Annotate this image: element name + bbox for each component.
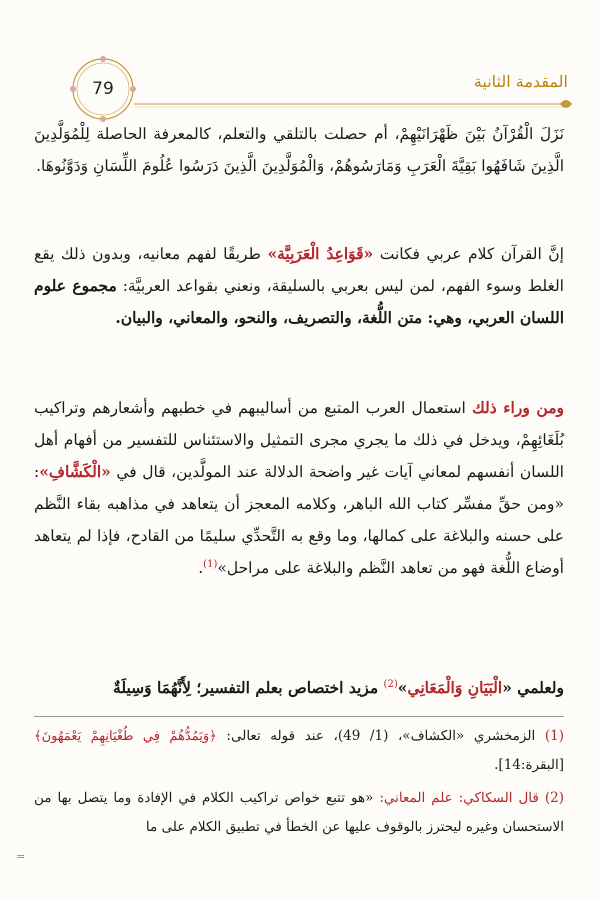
footnotes (34, 722, 564, 846)
footnote-1-reference: [البقرة:14]. (494, 757, 564, 773)
kashshaf-term: «الْكَشَّافِ» (39, 462, 111, 481)
paragraph-3-text-a: استعمال العرب المتبع من أساليبهم في خطبهم وأشعارهم وتراكيب بُلَغَائِهِمْ، ويدخل في ذلك ما يجري مجرى التمثيل والاستئناس للتفسير من أفهام أهل اللسان أنفسهم لمعاني آيات غير واضحة الدلالة عند المولَّدين، قال في (34, 399, 564, 481)
paragraph-2-text-b: طريقًا لفهم معانيه، وبدون ذلك يقع الغلط وسوء الفهم، لمن ليس بعربي بالسليقة، ونعني بقواعد العربيَّة: (34, 245, 564, 295)
paragraph-3-end: . (198, 559, 204, 577)
page-number: 79 (92, 79, 114, 99)
footnote-1-number: (1) (544, 728, 564, 744)
paragraph-2 (34, 238, 564, 334)
paragraph-1-text: نَزَلَ الْقُرْآنُ بَيْنَ ظَهْرَانَيْهِمْ، أم حصلت بالتلقي والتعلم، كالمعرفة الحاصلة لِلْمُوَلَّدِينَ الَّذِينَ شَافَهُوا بَقِيَّةَ الْعَرَبِ وَمَارَسُوهُمْ، وَالْمُوَلَّدِينَ الَّذِينَ دَرَسُوا عُلُومَ اللِّسَانِ وَدَوَّنُوهَا. (34, 125, 564, 175)
paragraph-4-text-a: ولعلمي « (502, 678, 564, 697)
arabic-rules-term: «قَوَاعِدُ الْعَرَبِيَّة» (267, 244, 374, 263)
paragraph-2-text-a: إنَّ القرآن كلام عربي فكانت (373, 245, 564, 263)
footnote-2-number: (2) (544, 790, 564, 806)
footnote-divider (34, 716, 564, 717)
footnote-ref-2[interactable]: (2) (383, 678, 398, 690)
footnote-2-lead: قال السكاكي: علم المعاني: (379, 790, 545, 806)
footnote-2-text: «هو تتبع خواص تراكيب الكلام في الإفادة وما يتصل بها من الاستحسان وغيره ليحترز بالوقوف عليها عن الخطأ في تطبيق الكلام على ما (34, 790, 564, 835)
section-title: المقدمة الثانية (473, 72, 568, 91)
footnote-1-text: الزمخشري «الكشاف»، (1/ 49)، عند قوله تعالى: (216, 728, 545, 744)
paragraph-4 (34, 672, 564, 704)
paragraph-2-definition: مجموع علوم اللسان العربي، وهي: متن اللُّغة، والتصريف، والنحو، والمعاني، والبيان. (34, 276, 564, 327)
paragraph-4-text-c: مزيد اختصاص بعلم التفسير؛ لِأَنَّهُمَا وَسِيلَةٌ (113, 678, 384, 697)
ornament-dot-top (100, 56, 106, 62)
footnote-1-quran-verse: ﴿وَيَمُدُّهُمْ فِي طُغْيَانِهِمْ يَعْمَهُونَ﴾ (34, 729, 217, 744)
footnote-ref-1[interactable]: (1) (203, 558, 218, 570)
paragraph-1 (34, 118, 564, 182)
bayan-maani-term: الْبَيَانِ وَالْمَعَانِي (407, 678, 503, 697)
footnote-1 (34, 722, 564, 780)
paragraph-3 (34, 392, 564, 584)
ornament-dot-right (130, 86, 136, 92)
paragraph-3-lead: ومن وراء ذلك (471, 398, 564, 417)
continuation-mark: = (16, 850, 26, 863)
ornament-dot-left (70, 86, 76, 92)
page-header (0, 52, 600, 128)
footnote-2 (34, 784, 564, 842)
paragraph-4-text-b: » (397, 678, 408, 697)
paragraph-3-quote: : «ومن حقِّ مفسِّر كتاب الله الباهر، وكلامه المعجز أن يتعاهد في مذاهبه بقاء النَّظم على حسنه والبلاغة على كمالها، وما وقع به التَّحدِّي سليمًا من القادح، فإذا لم يتعاهد أوضاع اللُّغة فهو من تعاهد النَّظم والبلاغة على مراحل» (34, 463, 564, 577)
